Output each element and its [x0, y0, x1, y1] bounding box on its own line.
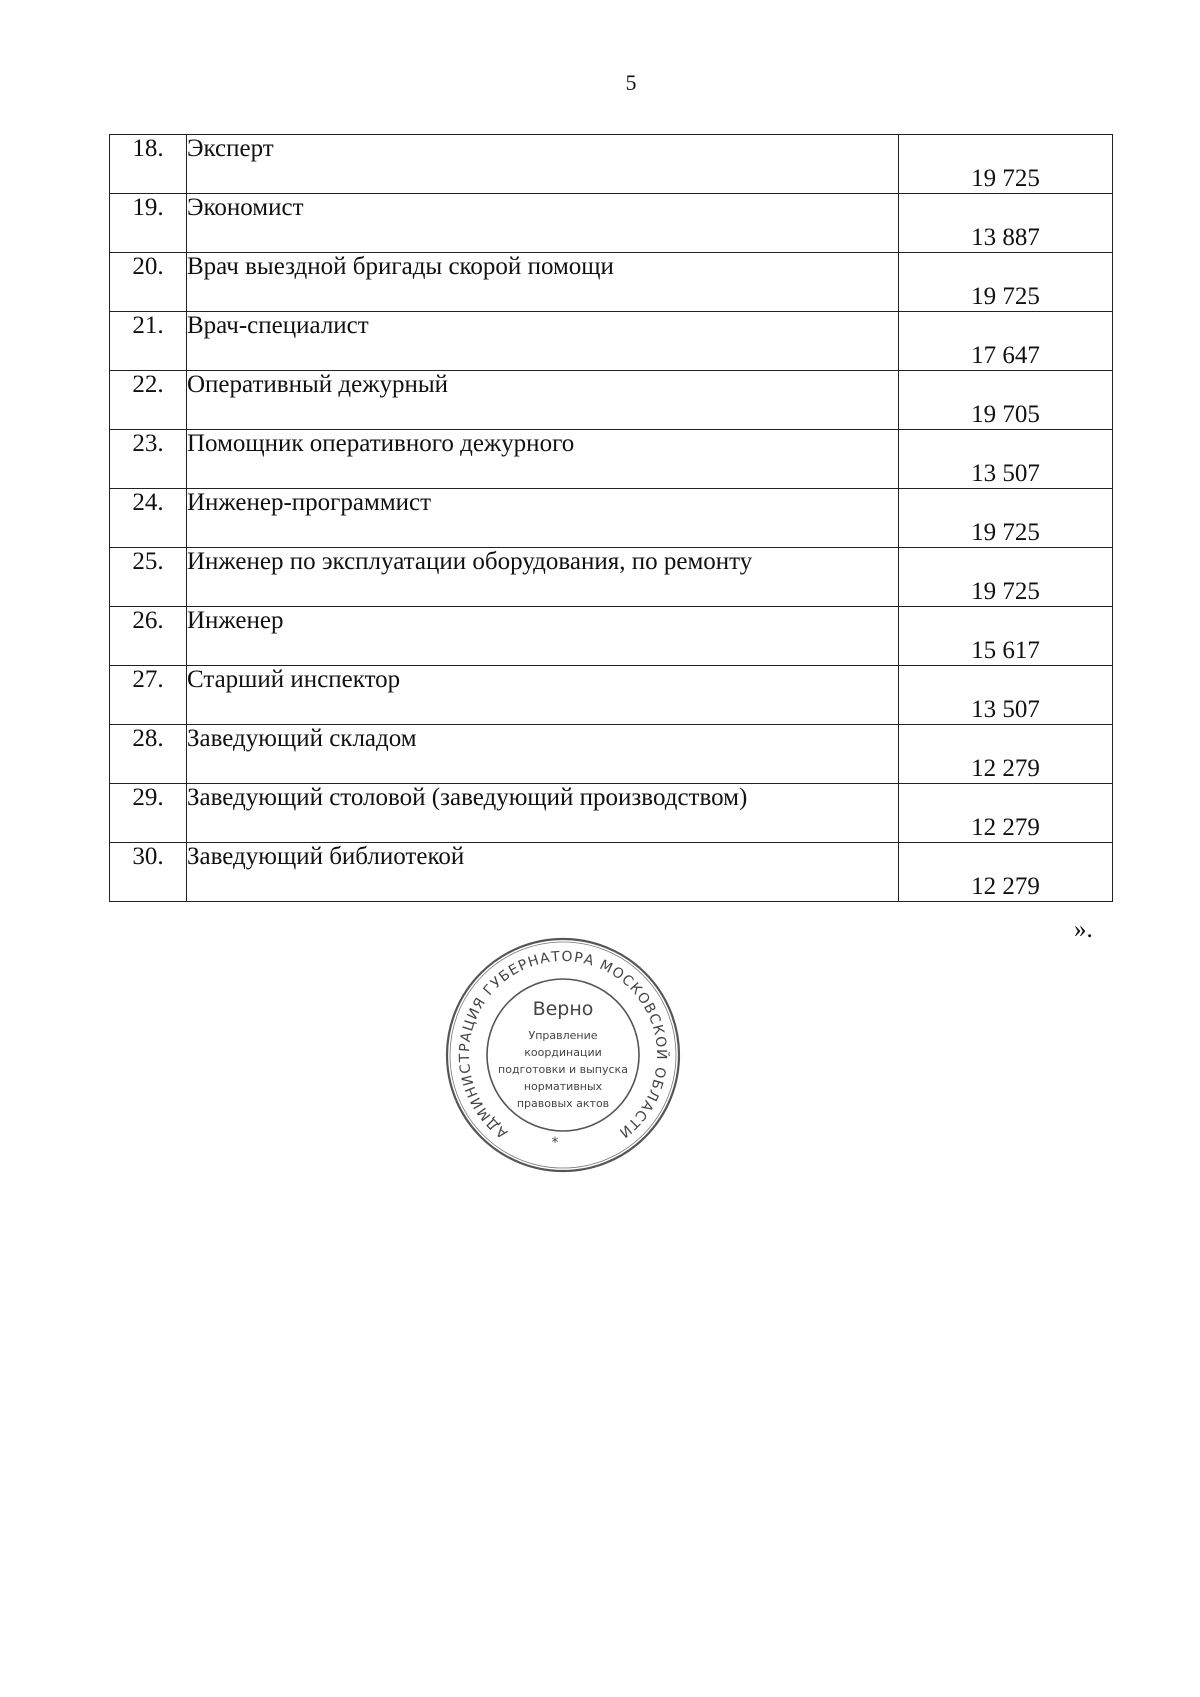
- salary-value: 12 279: [899, 725, 1113, 784]
- row-number: 27.: [110, 666, 187, 725]
- row-number: 21.: [110, 312, 187, 371]
- seal-graphic: [443, 935, 683, 1175]
- row-number: 18.: [110, 135, 187, 194]
- salary-value: 19 725: [899, 489, 1113, 548]
- position-name: Врач выездной бригады скорой помощи: [187, 253, 899, 312]
- table-row: [110, 312, 1113, 371]
- position-name: Заведующий столовой (заведующий производством): [187, 784, 899, 843]
- seal-line: правовых актов: [516, 1097, 610, 1110]
- salary-value: 13 887: [899, 194, 1113, 253]
- table-row: [110, 253, 1113, 312]
- position-name: Помощник оперативного дежурного: [187, 430, 899, 489]
- table-row: [110, 843, 1113, 902]
- position-name: Инженер по эксплуатации оборудования, по ремонту: [187, 548, 899, 607]
- salary-value: 13 507: [899, 430, 1113, 489]
- salary-value: 15 617: [899, 607, 1113, 666]
- table-row: [110, 135, 1113, 194]
- position-name: Экономист: [187, 194, 899, 253]
- position-name: Оперативный дежурный: [187, 371, 899, 430]
- table-row: [110, 489, 1113, 548]
- position-name: Заведующий библиотекой: [187, 843, 899, 902]
- official-seal-stamp: [443, 935, 683, 1175]
- salary-value: 19 725: [899, 548, 1113, 607]
- row-number: 30.: [110, 843, 187, 902]
- row-number: 26.: [110, 607, 187, 666]
- row-number: 23.: [110, 430, 187, 489]
- position-name: Эксперт: [187, 135, 899, 194]
- row-number: 28.: [110, 725, 187, 784]
- page-number: 5: [625, 70, 637, 95]
- table-row: [110, 194, 1113, 253]
- row-number: 22.: [110, 371, 187, 430]
- table-row: [110, 430, 1113, 489]
- salary-value: 17 647: [899, 312, 1113, 371]
- row-number: 29.: [110, 784, 187, 843]
- seal-line: подготовки и выпуска: [498, 1063, 628, 1076]
- closing-quote: ».: [1074, 916, 1093, 943]
- salary-value: 19 725: [899, 253, 1113, 312]
- row-number: 25.: [110, 548, 187, 607]
- positions-table: [109, 134, 1113, 902]
- table-row: [110, 548, 1113, 607]
- row-number: 24.: [110, 489, 187, 548]
- table-row: [110, 371, 1113, 430]
- position-name: Инженер: [187, 607, 899, 666]
- position-name: Старший инспектор: [187, 666, 899, 725]
- salary-value: 19 705: [899, 371, 1113, 430]
- seal-ring-textpath: АДМИНИСТРАЦИЯ ГУБЕРНАТОРА МОСКОВСКОЙ ОБЛАСТИ: [456, 948, 670, 1142]
- position-name: Заведующий складом: [187, 725, 899, 784]
- table-row: [110, 607, 1113, 666]
- seal-star-icon: *: [551, 1135, 559, 1151]
- row-number: 20.: [110, 253, 187, 312]
- position-name: Врач-специалист: [187, 312, 899, 371]
- salary-value: 13 507: [899, 666, 1113, 725]
- row-number: 19.: [110, 194, 187, 253]
- seal-header: Верно: [532, 998, 594, 1020]
- salary-value: 19 725: [899, 135, 1113, 194]
- seal-line: координации: [524, 1046, 602, 1059]
- table-row: [110, 784, 1113, 843]
- salary-value: 12 279: [899, 784, 1113, 843]
- position-name: Инженер-программист: [187, 489, 899, 548]
- salary-value: 12 279: [899, 843, 1113, 902]
- seal-line: Управление: [528, 1029, 598, 1042]
- seal-line: нормативных: [523, 1080, 603, 1093]
- table-row: [110, 666, 1113, 725]
- table-row: [110, 725, 1113, 784]
